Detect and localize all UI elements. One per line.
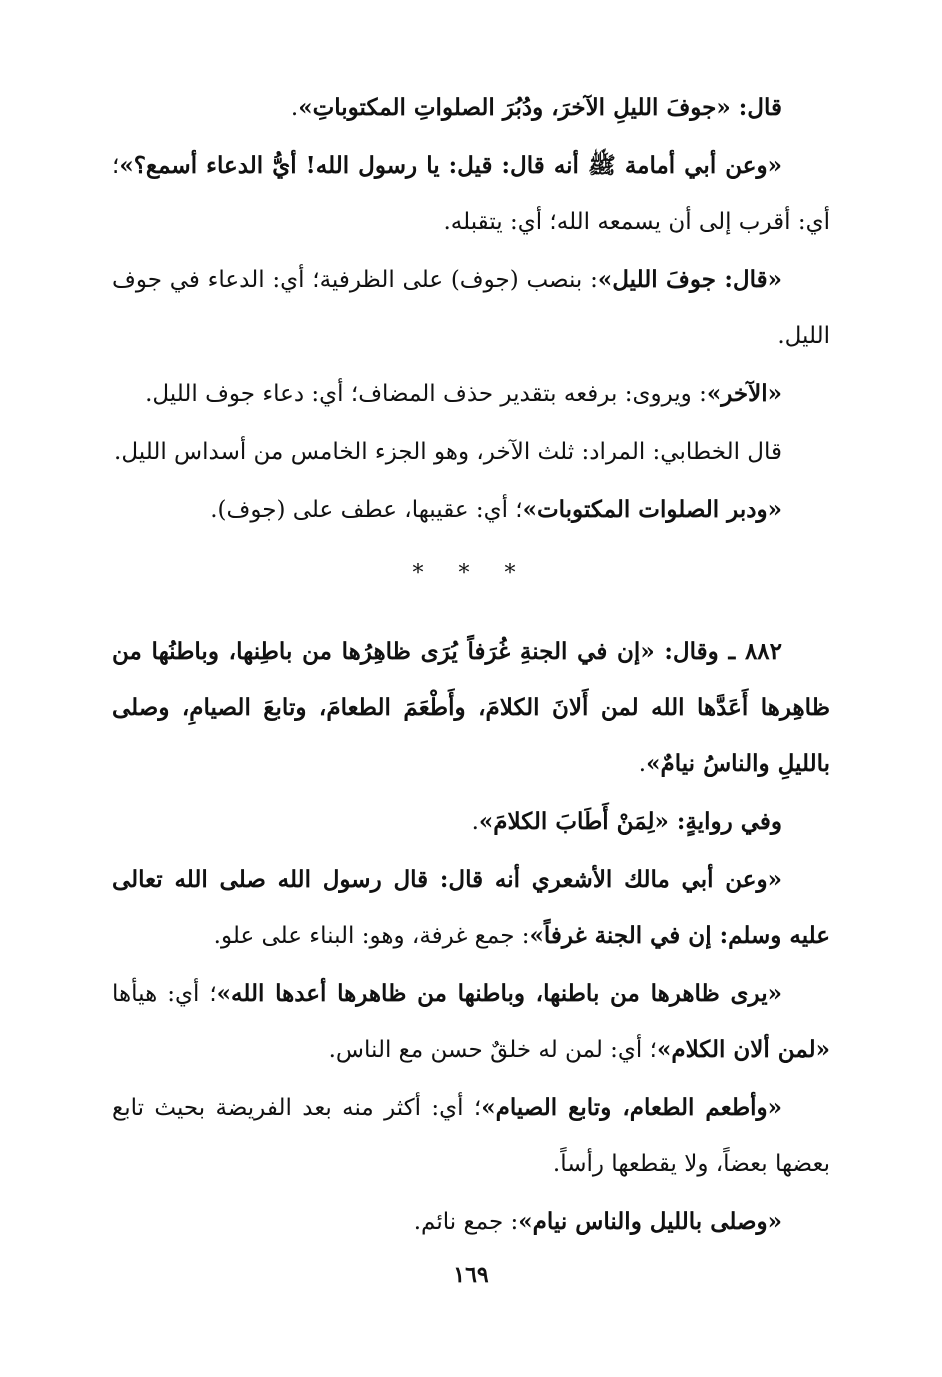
bold-text-segment: قال: — [730, 94, 782, 121]
bold-text-segment: «وصلى بالليل والناس نيام» — [518, 1208, 782, 1235]
text-segment: ؛ أي: هيأها — [112, 981, 217, 1007]
paragraph — [112, 80, 830, 136]
text-segment: : ويروى: برفعه بتقدير حذف المضاف؛ أي: دعاء جوف الليل. — [145, 381, 707, 407]
bold-text-segment: ٨٨٢ ـ وقال: «إن في الجنةِ غُرَفاً يُرَى ظاهِرُها من باطِنها، وباطنُها من ظاهِرها أَعَدَّها الله لمن أَلانَ الكلامَ، وأَطْعَمَ الطعامَ، وتابعَ الصيامِ، وصلى بالليلِ والناسُ نيامٌ» — [112, 638, 830, 777]
paragraph — [112, 482, 830, 538]
text-block-after-separator — [112, 624, 830, 1250]
text-block-before-separator — [112, 80, 830, 538]
bold-text-segment: «قال: جوفَ الليل» — [597, 266, 783, 293]
bold-text-segment: «جوفَ الليلِ الآخرَ، ودُبُرَ الصلواتِ المكتوباتِ» — [298, 94, 731, 121]
bold-text-segment: وفي روايةٍ: «لِمَنْ أَطَابَ الكلامَ» — [478, 808, 782, 835]
bold-text-segment: «وعن أبي أمامة ﷺ أنه قال: قيل: يا رسول الله! أيُّ الدعاء أسمع؟» — [119, 152, 782, 179]
text-segment: : جمع غرفة، وهو: البناء على علو. — [213, 923, 530, 949]
bold-text-segment: «وأطعم الطعام، وتابع الصيام» — [481, 1094, 782, 1121]
text-segment: : جمع نائم. — [413, 1209, 519, 1235]
paragraph — [112, 966, 830, 1078]
paragraph — [112, 366, 830, 422]
text-segment: . — [471, 809, 479, 835]
paragraph — [112, 1194, 830, 1250]
text-segment: . — [290, 95, 299, 121]
text-segment: ؛ أي: أقرب إلى أن يسمعه الله؛ أي: يتقبله. — [112, 153, 830, 235]
paragraph — [112, 852, 830, 964]
text-segment: قال الخطابي: المراد: ثلث الآخر، وهو الجزء الخامس من أسداس الليل. — [114, 439, 782, 465]
page-number: ١٦٩ — [453, 1262, 489, 1288]
bold-text-segment: «وعن أبي مالك الأشعري أنه قال: قال رسول الله صلى الله تعالى عليه وسلم: إن في الجنة غرفاً» — [112, 866, 830, 949]
section-separator: * * * — [412, 561, 530, 586]
bold-text-segment: «ودبر الصلوات المكتوبات» — [522, 496, 782, 523]
paragraph — [112, 1080, 830, 1192]
text-segment: ؛ أي: أكثر منه بعد الفريضة بحيث تابع بعضها بعضاً، ولا يقطعها رأساً. — [112, 1095, 830, 1177]
bold-text-segment: «الآخر» — [706, 380, 782, 407]
paragraph — [112, 252, 830, 364]
page-body — [112, 80, 830, 1252]
text-segment: : بنصب (جوف) على الظرفية؛ أي: الدعاء في جوف الليل. — [112, 267, 830, 349]
paragraph — [112, 138, 830, 250]
text-segment: ؛ أي: لمن له خلقٌ حسن مع الناس. — [328, 1037, 657, 1063]
paragraph — [112, 424, 830, 480]
text-segment: . — [638, 751, 647, 777]
bold-text-segment: «يرى ظاهرها من باطنها، وباطنها من ظاهرها أعدها الله» — [216, 980, 782, 1007]
paragraph — [112, 624, 830, 792]
bold-text-segment: «لمن ألان الكلام» — [656, 1036, 830, 1063]
text-segment: ؛ أي: عقيبها، عطف على (جوف). — [210, 497, 523, 523]
paragraph — [112, 794, 830, 850]
